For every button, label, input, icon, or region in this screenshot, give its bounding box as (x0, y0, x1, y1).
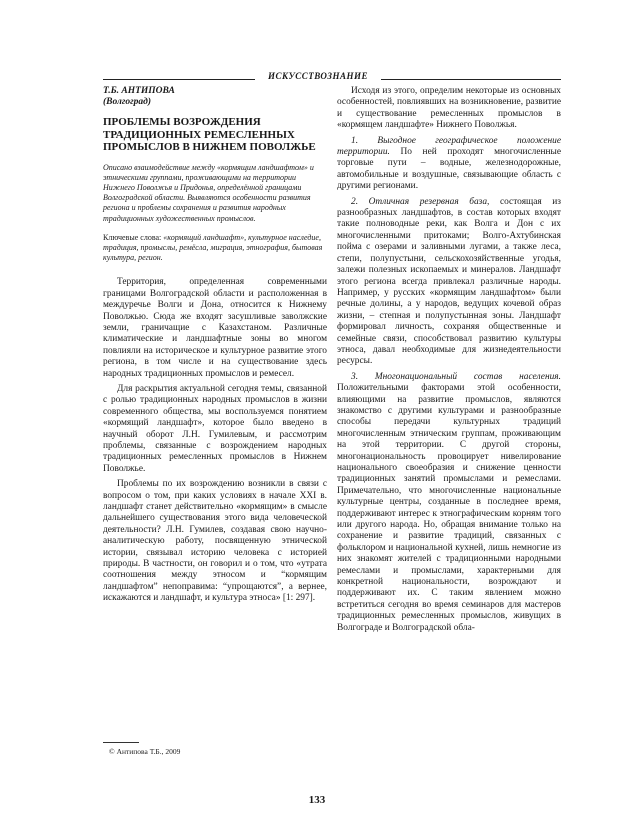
header-rule-right (381, 79, 561, 80)
right-body (337, 86, 561, 634)
page-number: 133 (308, 794, 326, 806)
left-body (103, 277, 327, 604)
item-label: 2. Отличная резервная база, (351, 196, 500, 207)
keywords-text: «кормящий ландшафт», культурное наследие, традиция, промыслы, ремёсла, миграция, этнография, бытовая культура, регион. (103, 232, 323, 263)
article-title: ПРОБЛЕМЫ ВОЗРОЖДЕНИЯ ТРАДИЦИОННЫХ РЕМЕСЛЕННЫХ ПРОМЫСЛОВ В НИЖНЕМ ПОВОЛЖЬЕ (103, 116, 316, 153)
keywords (103, 233, 327, 264)
numbered-paragraph (337, 136, 561, 193)
numbered-paragraph (337, 372, 561, 634)
left-column (103, 86, 327, 609)
right-column (337, 86, 561, 638)
author-name: Т.Б. АНТИПОВА (103, 86, 175, 96)
header-rule-left (103, 79, 255, 80)
paragraph: Для раскрытия актуальной сегодня темы, связанной с ролью традиционных народных промыслов в жизни современного общества, мы воспользуемся понятием «кормящий ландшафт», которое было введено в научный оборот Л.Н. Гумилевым, и рассмотрим проблемы, связанные с возрождением народных традиционных ремесленных промыслов в Нижнем Поволжье. (103, 383, 327, 474)
item-text: Положительными факторами этой особенности, влияющими на развитие промыслов, являются знакомство с другими культурами и разнообразные способы передачи культурных традиций многочисленным этническим группам, проживающим на этой территории. С другой стороны, многонациональность провоцирует нивелирование национального своеобразия и снижение ценности традиционных занятий промыслами и ремеслами. Примечательно, что многочисленные национальные культурные центры, созданные в последнее время, поддерживают интерес к этнографическим корням того или другого народа. Но, обращая внимание только на сохранение и развитие традиций, связанных с фольклором и национальной кухней, лишь немногие из них знакомят жителей с традиционными народными ремеслами и промыслами, характерными для конкретной национальности, возрождают и поддерживают их. С таким явлением можно встретиться сегодня во время семинаров для мастеров традиционных ремесленных промыслов, живущих в Волгограде и Волгоградской обла- (337, 383, 561, 633)
item-label: 1. Выгодное географическое положение территории. (337, 135, 561, 158)
item-text: По ней проходят многочисленные торговые пути – водные, железнодорожные, автомобильные и воздушные, связывающие область с другими регионами. (337, 147, 561, 192)
numbered-paragraph (337, 197, 561, 368)
paragraph: Проблемы по их возрождению возникли в связи с вопросом о том, при каких условиях в начале XXI в. ландшафт станет действительно «кормящим» в смысле дальнейшего существования этого вида человеческой деятельности? Л.Н. Гумилев, создавая свою научно-аналитическую работу, посвященную этнической истории, связывал историю человека с историей природы. В частности, он говорил и о том, что «утрата соотношения между этносом и “кормящим ландшафтом” непоправима: “упрощаются”, а вернее, искажаются и ландшафт, и культура этноса» [1: 297]. (103, 479, 327, 604)
paragraph: Территория, определенная современными границами Волгоградской области и расположенная в междуречье Волги и Дона, относится к Нижнему Поволжью. Сюда же входят засушливые заволжские земли, граничащие с Казахстаном. Различные климатические и ландшафтные зоны во многом повлияли на историческое и культурное развитие этого региона, в том числе и на существование здесь народных традиционных промыслов и ремесел. (103, 277, 327, 379)
item-text: состоящая из разнообразных ландшафтов, в состав которых входят такие полноводные реки, как Волга и Дон с их многочисленными притоками; Волго-Ахтубинская пойма с озерами и заливными лугами, а также леса, степи, полупустыни, сельскохозяйственные угодья, залежи полезных ископаемых и минералов. Ландшафт этого региона всегда привлекал различные народы. Например, у русских «кормящим ландшафтом» были речные долины, а у народов, ведущих кочевой образ жизни, – степная и полупустынная зоны. Ландшафт формировал личность, сохраняя общественные и семейные связи, способствовал развитию культуры этноса, давал необходимые для жизнедеятельности ресурсы. (337, 196, 562, 367)
abstract: Описано взаимодействие между «кормящим ландшафтом» и этническими группами, проживающими на территории Нижнего Поволжья и Придонья, определённой границами Волгоградской области. Выявляются особенности развития региона и проблемы сохранения и развития народных традиционных художественных промыслов. (103, 162, 314, 223)
keywords-label: Ключевые слова: (103, 232, 162, 242)
item-label: 3. Многонациональный состав населения. (351, 371, 561, 382)
section-header: ИСКУССТВОЗНАНИЕ (268, 71, 368, 81)
paragraph: Исходя из этого, определим некоторые из основных особенностей, повлиявших на возникновение, развитие и существование ремесленных промыслов в «кормящем ландшафте» Нижнего Поволжья. (337, 86, 561, 131)
footnote-rule (103, 742, 139, 743)
copyright-footnote: © Антипова Т.Б., 2009 (109, 747, 181, 756)
author-city: (Волгоград) (103, 97, 152, 107)
